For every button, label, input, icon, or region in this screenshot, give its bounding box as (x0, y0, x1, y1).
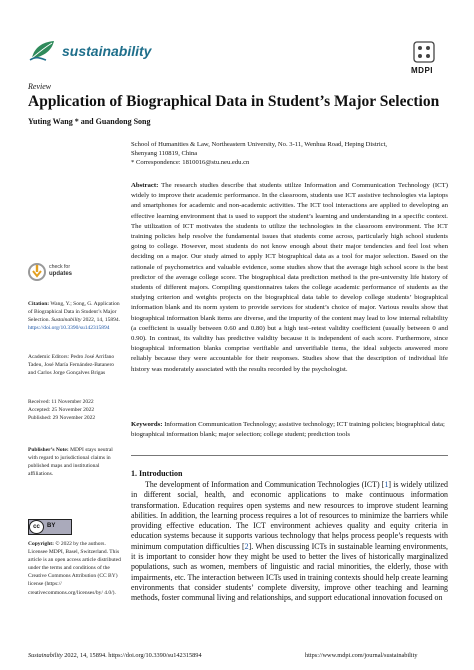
intro-part-3: ]. When discussing ICTs in sustainable learning environments, it is important to consider how they might be used to better the lives of historically marginalized populations, such as women, members of linguistic and racial minorities, the elderly, those with impairments, etc. The interaction between ICTs used in training contexts should help create learning environments that consider students’ complete diversity, improve other teaching and learning methods, foster communal living and relationships, and support educational innovation focused on (131, 541, 448, 603)
editors-block (28, 353, 123, 377)
footer-citation (28, 652, 202, 659)
intro-paragraph (131, 480, 448, 604)
publisher-note (28, 446, 123, 478)
affiliation-line-1: School of Humanities & Law, Northeastern University, No. 3-11, Wenhua Road, Heping District, (131, 141, 388, 148)
citation-label: Citation: (28, 301, 50, 307)
check-line-2: updates (49, 271, 73, 277)
accepted-date: Accepted: 25 November 2022 (28, 407, 95, 414)
copyright-text: © 2022 by the authors. Licensee MDPI, Basel, Switzerland. This article is an open access article distributed under the terms and conditions of the Creative Commons Attribution (CC BY) license (https:// creativecommons.org/licenses/by/ 4.0/). (28, 541, 121, 596)
citation-volume: 2022, 14, 15894. (82, 317, 120, 324)
by-icon: BY (47, 523, 56, 529)
abstract (131, 181, 448, 375)
editors-names: Pedro José Arrifano Tadeu, José María Fernández-Batanero and Carlos Jorge Gonçalves Brigas (28, 354, 115, 377)
divider (131, 455, 448, 456)
article-title: Application of Biographical Data in Student’s Major Selection (28, 93, 440, 110)
footer-journal: Sustainability (28, 652, 63, 659)
affiliation-line-2: Shenyang 110819, China (131, 150, 198, 157)
section-heading: 1. Introduction (131, 469, 183, 478)
footer-citation-text: 2022, 14, 15894. https://doi.org/10.3390/su142315894 (64, 652, 202, 659)
footer-url[interactable]: https://www.mdpi.com/journal/sustainability (305, 652, 418, 659)
citation-journal: Sustainability (51, 317, 82, 324)
check-for-updates-badge[interactable] (28, 262, 108, 284)
editors-label: Academic Editors: (28, 354, 70, 360)
publisher-note-text: MDPI stays neutral with regard to jurisdictional claims in published maps and institutional affiliations. (28, 447, 113, 478)
publisher-name: MDPI (411, 66, 433, 75)
journal-logo-icon (28, 38, 58, 62)
reference-link-1[interactable]: 1 (384, 480, 389, 489)
correspondence: * Correspondence: 1810016@stu.neu.edu.cn (131, 159, 250, 166)
keywords-text: Information Communication Technology; assistive technology; ICT training policies; biographical data; biographical information blank; major selection; college student; prediction tools (131, 421, 445, 439)
abstract-text: The research studies describe that students utilize Information and Communication Technology (ICT) widely to improve their academic performance. In the classroom, students use ICT assistive technologies via laptops and smartphones for academic and non-academic activities. The ICT tool interactions are applied to developing an effective learning environment that is used to support the student’s learning and understanding in a specific context. The utilization of ICT motivates the students to utilize the technologies in the classroom environment. The ICT training policies help resolve the fundamental issues that students come across, particularly high school students going to college. However, most students do not know enough about their major tendencies and feel lost when deciding on a major. Our study aimed to apply ICT biographical data as a tool for major selection. Based on the rationale of psychometrics and valuable evidence, some studies show that the average high school score is the best predictor of the average college score. The biographical data prediction method is the pre-university life history of students of different majors. Compiling questionnaires takes the college academic performance of students as the studying criterion and weights projects on the biographical data table to develop college students’ biographical information blank and its norm system to provide services for student’s choice of major. Various results show that biographical information blank items are diverse, and the impurity of the content may lead to low internal reliability (a coefficient is usually between 0.60 and 0.80) but a high test–retest validity coefficient (usually between 0 and 0.90). In contrast, its validity has predictive validity because it is independent of each score. Furthermore, since biographical information blanks comprise verifiable and unverifiable items, the ideal subjects answered more reliably because they were accountable for their responses. Studies show that the description of individual life history was moderately associated with the results recorded by the psychologist. (131, 182, 449, 373)
publisher-note-label: Publisher’s Note: (28, 447, 69, 453)
copyright-block (28, 540, 123, 597)
citation-text: Wang, Y.; Song, G. Application of Biographical Data in Student’s Major Selection. (28, 301, 120, 324)
intro-part-2: ] is widely utilized in different social, health, and economic applications to make continuous information transformation. Education requires open systems and new resources to improve student learning abilities. In addition, the learning process requires a lot of resources to minimize the barriers while providing effective education. The ICT environment achieves quality and equity criteria in education systems because it supports various technology that helps process people’s requests with minimum computation difficulties [ (131, 480, 449, 551)
check-line-1: check for (49, 264, 71, 270)
citation-block (28, 300, 123, 332)
intro-part-1: The development of Information and Communication Technologies (ICT) [ (145, 480, 385, 489)
check-updates-icon (28, 262, 46, 282)
received-date: Received: 11 November 2022 (28, 399, 94, 405)
cc-icon: cc (29, 520, 44, 534)
authors: Yuting Wang * and Guandong Song (28, 117, 151, 126)
article-type: Review (28, 82, 52, 91)
citation-doi-link[interactable]: https://doi.org/10.3390/su142315894 (28, 325, 110, 332)
copyright-label: Copyright: (28, 541, 54, 547)
keywords (131, 420, 448, 440)
abstract-label: Abstract: (131, 182, 159, 189)
published-date: Published: 29 November 2022 (28, 415, 96, 422)
cc-by-license-badge[interactable] (28, 519, 70, 533)
reference-link-2[interactable]: 2 (244, 541, 249, 551)
keywords-label: Keywords: (131, 421, 163, 428)
dates-block (28, 398, 123, 422)
affiliation (131, 140, 451, 167)
journal-name[interactable]: sustainability (62, 43, 152, 59)
